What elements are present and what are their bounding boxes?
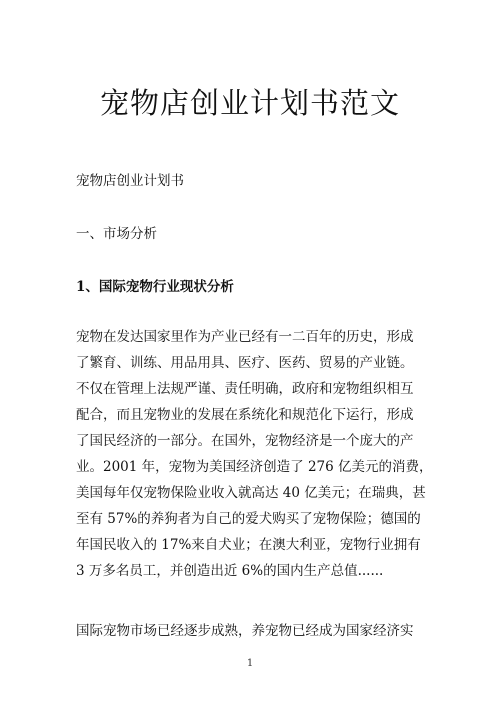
paragraph-line: 了国民经济的一部分。在国外，宠物经济是一个庞大的产 [76, 433, 414, 449]
paragraph-line: 了繁育、训练、用品用具、医疗、医药、贸易的产业链。 [76, 355, 414, 371]
paragraph-line: 业。2001 年，宠物为美国经济创造了 276 亿美元的消费， [76, 459, 433, 475]
page-number: 1 [246, 658, 254, 669]
paragraph-line: 配合，而且宠物业的发展在系统化和规范化下运行，形成 [76, 407, 414, 423]
body-paragraph [76, 324, 433, 584]
paragraph-line: 至有 57%的养狗者为自己的爱犬购买了宠物保险；德国的 [76, 511, 421, 527]
section-heading-market-analysis: 一、市场分析 [76, 226, 157, 242]
document-title: 宠物店创业计划书范文 [99, 86, 400, 120]
paragraph-line: 年国民收入的 17%来自犬业；在澳大利亚，宠物行业拥有 [76, 537, 421, 553]
body-paragraph-continued: 国际宠物市场已经逐步成熟，养宠物已经成为国家经济实 [76, 623, 414, 639]
subsection-heading-international-industry: 1、国际宠物行业现状分析 [76, 279, 234, 295]
paragraph-line: 美国每年仅宠物保险业收入就高达 40 亿美元；在瑞典，甚 [76, 485, 426, 501]
paragraph-line: 3 万多名员工，并创造出近 6%的国内生产总值...... [76, 563, 384, 579]
document-subtitle: 宠物店创业计划书 [76, 173, 184, 189]
paragraph-line: 不仅在管理上法规严谨、责任明确，政府和宠物组织相互 [76, 381, 414, 397]
paragraph-line: 宠物在发达国家里作为产业已经有一二百年的历史，形成 [76, 329, 414, 345]
